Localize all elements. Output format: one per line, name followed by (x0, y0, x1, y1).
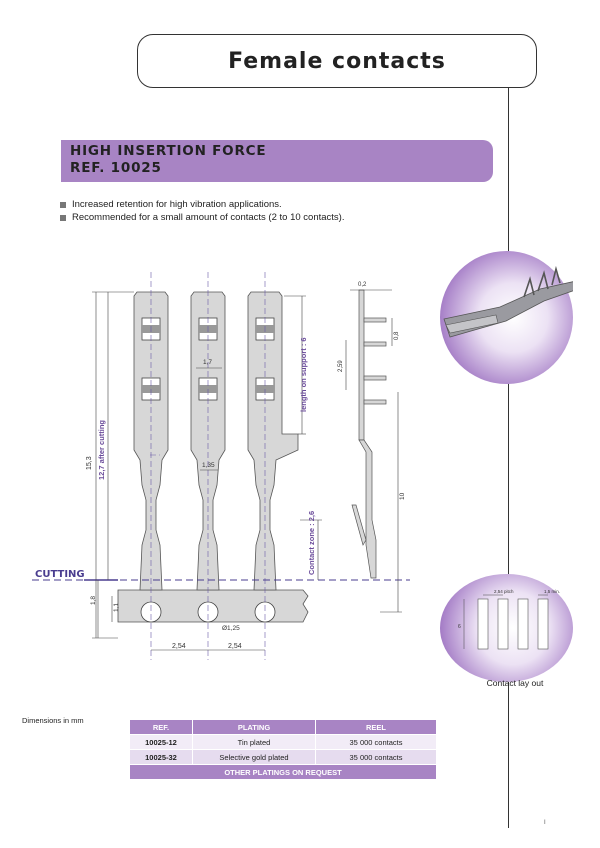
col-header-reel: REEL (316, 720, 437, 735)
dim-1-7: 1,7 (203, 359, 213, 366)
dim-0-2: 0,2 (358, 282, 367, 288)
layout-height-label: 6 (458, 624, 461, 630)
dim-2-59: 2,59 (338, 360, 344, 372)
cutting-label: CUTTING (35, 569, 85, 580)
dim-1-1: 1,1 (113, 602, 120, 612)
contact-illustration-icon (440, 251, 573, 384)
product-photo (440, 251, 573, 384)
layout-caption: Contact lay out (486, 678, 544, 688)
table-footer-row (130, 765, 437, 780)
banner-line-2: REF. 10025 (70, 160, 162, 176)
page-title: Female contacts (228, 48, 446, 74)
dimensions-note: Dimensions in mm (22, 716, 84, 725)
layout-pitch-label: 2,54 pitch (494, 589, 514, 594)
page-mark: I (544, 820, 546, 826)
label-contact-zone: Contact zone : 2,6 (307, 510, 316, 575)
col-header-ref: REF. (130, 720, 193, 735)
dim-15-3: 15,3 (86, 456, 93, 470)
dim-1-35: 1,35 (202, 462, 215, 469)
layout-diagram (440, 574, 573, 682)
dim-2-54-a: 2,54 (172, 643, 186, 650)
feature-item: Increased retention for high vibration applications. (60, 198, 344, 211)
banner-line-1: HIGH INSERTION FORCE (70, 143, 267, 159)
layout-min-label: 1,5 min. (544, 589, 561, 594)
feature-item: Recommended for a small amount of contacts (2 to 10 contacts). (60, 211, 344, 224)
dim-2-54-b: 2,54 (228, 643, 242, 650)
label-length-on-support: length on support : 6 (299, 337, 308, 412)
dim-0-8: 0,8 (394, 331, 400, 340)
table-row: 10025-12 Tin plated 35 000 contacts (130, 735, 437, 750)
table-footer: OTHER PLATINGS ON REQUEST (130, 765, 437, 780)
table-row: 10025-32 Selective gold plated 35 000 contacts (130, 750, 437, 765)
dim-10: 10 (399, 492, 406, 500)
col-header-plating: PLATING (193, 720, 316, 735)
dim-12-7-after-cutting: 12,7 after cutting (97, 419, 106, 480)
ordering-table (129, 719, 437, 780)
dim-1-8: 1,8 (90, 595, 97, 605)
dim-diameter-1-25: Ø1,25 (222, 625, 240, 632)
